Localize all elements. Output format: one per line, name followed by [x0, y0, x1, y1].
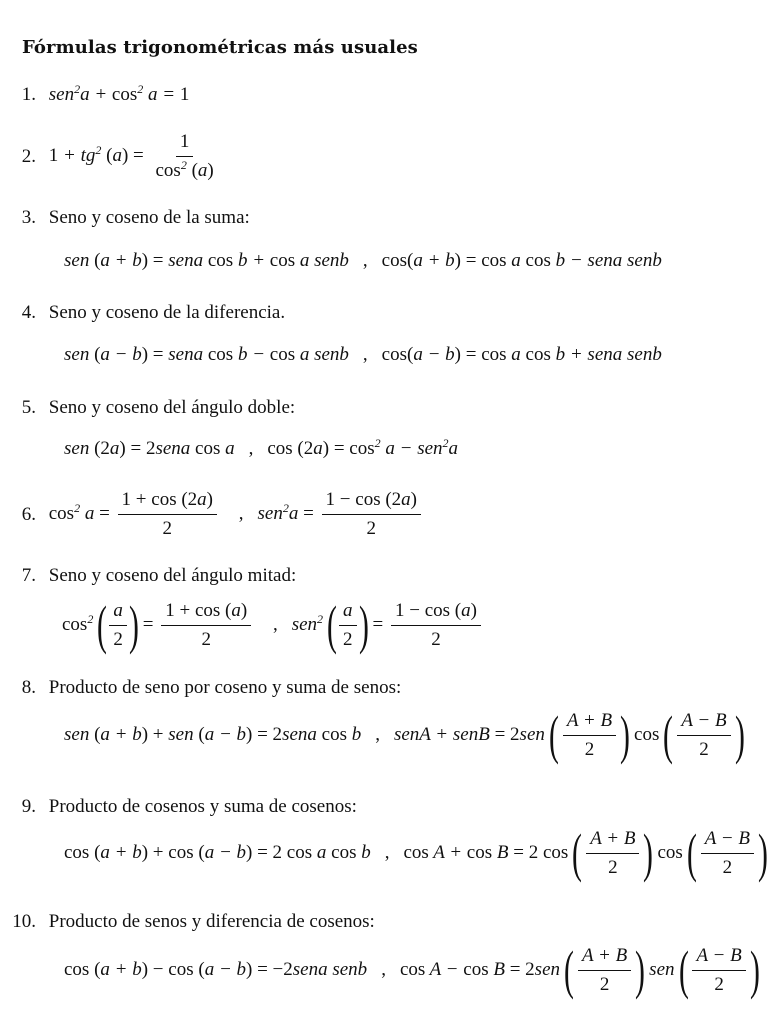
item-number: 1. — [21, 84, 36, 105]
formula-2-expression: $1 + tg^2$ (a) = $\frac{1}{\cos^2 (a)}$ — [48, 131, 214, 181]
item-4-heading: Seno y coseno de la diferencia. — [48, 302, 286, 323]
formula-2 — [4, 130, 221, 183]
formula-9: cos (a + b) + cos (a − b) = 2 cos a cos b , cos A + cos B = 2 cos( $\frac{A + B}{2}$ ) cos( $\frac{A - B}{2}$ ) — [64, 823, 768, 883]
item-5-heading-row — [4, 396, 295, 420]
item-number: 10. — [12, 911, 36, 932]
formula-3: sen (a + b) = sena cos b + cos a senb , cos(a + b) = cos a cos b − sena senb — [64, 250, 662, 271]
item-number: 8. — [21, 677, 36, 698]
item-number: 5. — [21, 397, 36, 418]
formula-4: sen (a − b) = sena cos b − cos a senb , cos(a − b) = cos a cos b + sena senb — [64, 344, 662, 365]
item-8-heading: Producto de seno por coseno y suma de senos: — [48, 677, 402, 698]
item-9-heading: Producto de cosenos y suma de cosenos: — [48, 796, 357, 817]
page-title: Fórmulas trigonométricas más usuales — [22, 37, 418, 58]
item-number: 4. — [21, 302, 36, 323]
item-number: 3. — [21, 207, 36, 228]
item-3-heading-row — [4, 206, 250, 230]
formula-8: sen (a + b) + sen (a − b) = 2sena cos b , senA + senB = 2sen( $\frac{A + B}{2}$ ) cos( $\frac{A - B}{2}$ ) — [64, 705, 745, 765]
item-number: 7. — [21, 565, 36, 586]
item-5-heading: Seno y coseno del ángulo doble: — [48, 397, 296, 418]
item-10-heading-row — [4, 910, 375, 934]
item-10-heading: Producto de senos y diferencia de cosenos: — [48, 911, 375, 932]
item-7-heading-row — [4, 564, 296, 588]
item-7-heading: Seno y coseno del ángulo mitad: — [48, 565, 297, 586]
item-3-heading: Seno y coseno de la suma: — [48, 207, 250, 228]
item-9-heading-row — [4, 795, 357, 819]
formula-6 — [4, 488, 424, 541]
item-4-heading-row — [4, 301, 285, 325]
formula-1 — [4, 83, 189, 107]
formula-6-expression: $\cos^2 a$ = $\frac{1 + \cos (2a)}{2}$ , sen$^2$a = $\frac{1 - \cos (2a)}{2}$ — [49, 503, 424, 524]
item-number: 6. — [21, 503, 36, 525]
item-number: 9. — [21, 796, 36, 817]
formula-5: sen (2a) = 2sena cos a , $\cos (2a) = \cos^2 a - sen^2a$ — [64, 436, 459, 459]
formula-7: $\cos^2$( $\frac{a}{2}$ ) = $\frac{1 + \cos (a)}{2}$ , sen$^2$( $\frac{a}{2}$ ) = $\frac{1 - \cos (a)}{2}$ — [62, 598, 484, 652]
formula-10: cos (a + b) − cos (a − b) = −2sena senb , cos A − cos B = 2sen( $\frac{A + B}{2}$ ) sen( $\frac{A - B}{2}$ ) — [64, 940, 760, 1000]
item-8-heading-row — [4, 676, 401, 700]
item-number: 2. — [21, 145, 36, 167]
formula-1-expression: $sen^2a + \cos^2 a = 1$ — [48, 82, 190, 105]
